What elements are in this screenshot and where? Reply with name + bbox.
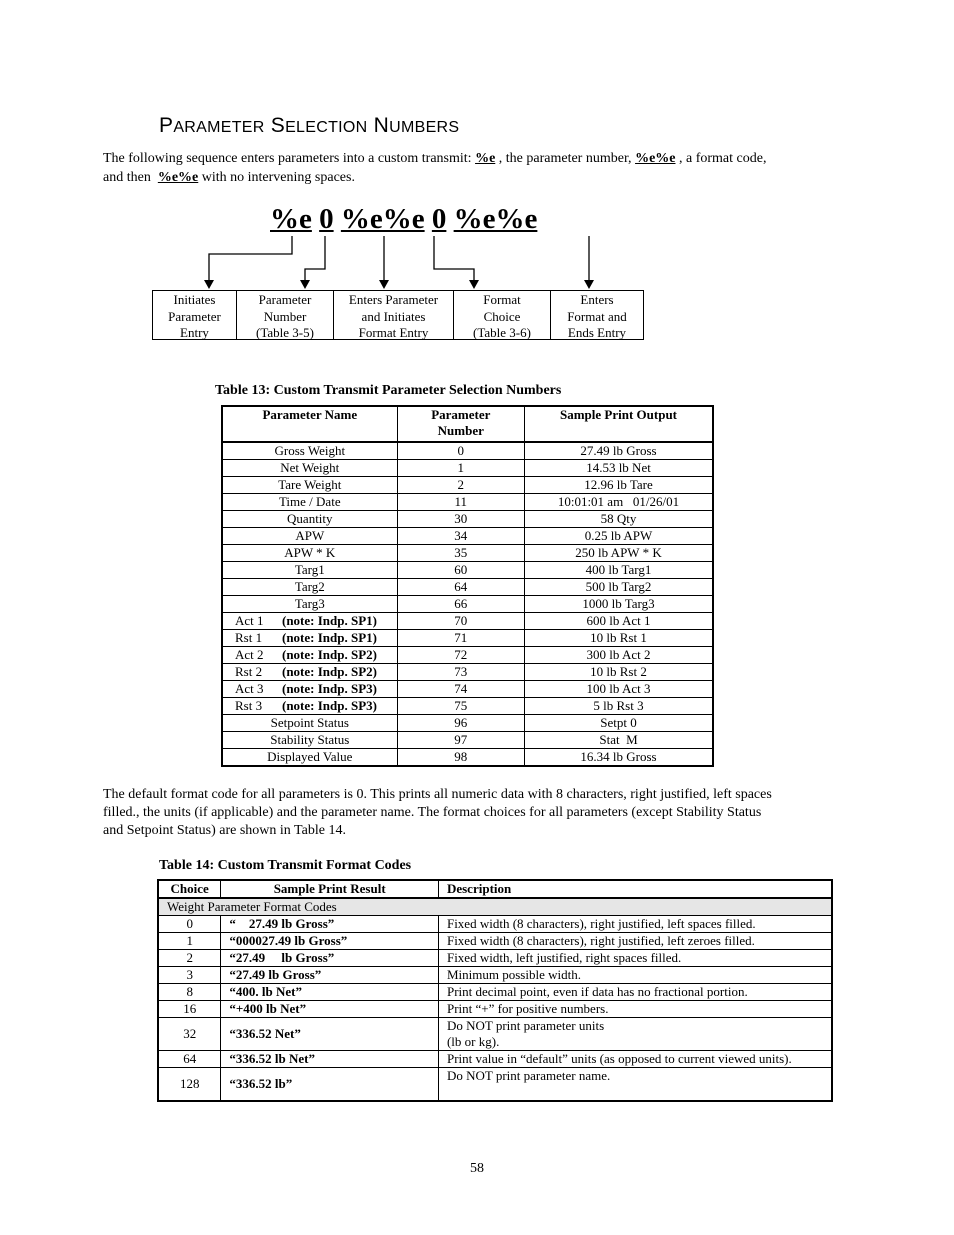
cell-parameter-name: APW * K: [222, 545, 397, 562]
param-note: (note: Indp. SP1): [282, 630, 377, 646]
table-row: [222, 477, 713, 494]
cell-parameter-name: Displayed Value: [222, 749, 397, 767]
seq-part-end: %e%e: [453, 203, 538, 235]
cell-choice: 1: [158, 933, 221, 950]
table14: [157, 879, 833, 1102]
seq-part-format: 0: [431, 203, 447, 235]
cell-sample-output: 5 lb Rst 3: [525, 698, 713, 715]
cell-choice: 3: [158, 967, 221, 984]
table-row: [222, 630, 713, 647]
intro-code: %e%e: [157, 170, 199, 185]
cell-parameter-name: Time / Date: [222, 494, 397, 511]
cell-sample-output: 250 lb APW * K: [525, 545, 713, 562]
box-line: Format and: [567, 308, 627, 324]
header-line: Parameter: [431, 407, 491, 422]
description-line: [447, 1084, 831, 1099]
heading-cap-p: P: [159, 114, 174, 137]
col-sample-output: Sample Print Output: [525, 406, 713, 442]
cell-description: Print “+” for positive numbers.: [438, 1001, 832, 1018]
param-note: (note: Indp. SP2): [282, 647, 377, 663]
box-line: Enters Parameter: [348, 292, 439, 307]
cell-parameter-name: Setpoint Status: [222, 715, 397, 732]
cell-choice: 16: [158, 1001, 221, 1018]
cell-parameter-number: 96: [397, 715, 524, 732]
cell-sample-output: 300 lb Act 2: [525, 647, 713, 664]
heading-rest-s: ELECTION: [285, 119, 368, 136]
box-enters-format: [550, 290, 644, 340]
table-row: [158, 1068, 832, 1102]
cell-description: [438, 1068, 832, 1102]
description-line: Do NOT print parameter name.: [446, 1068, 611, 1083]
cell-choice: 0: [158, 916, 221, 933]
cell-choice: 8: [158, 984, 221, 1001]
table-row: [158, 1051, 832, 1068]
table-row: [158, 933, 832, 950]
cell-choice: 32: [158, 1018, 221, 1051]
cell-sample-output: 14.53 lb Net: [525, 460, 713, 477]
cell-parameter-number: 35: [397, 545, 524, 562]
table-row: [222, 681, 713, 698]
cell-parameter-name: Quantity: [222, 511, 397, 528]
param-label: Rst 1: [235, 630, 263, 646]
cell-description: Fixed width (8 characters), right justified, left spaces filled.: [438, 916, 832, 933]
cell-parameter-number: 11: [397, 494, 524, 511]
box-line: Parameter: [168, 308, 221, 324]
box-line: Enters: [580, 292, 614, 307]
cell-sample-output: Stat M: [525, 732, 713, 749]
cell-parameter-name: Gross Weight: [222, 442, 397, 460]
cell-sample-output: 1000 lb Targ3: [525, 596, 713, 613]
cell-choice: 2: [158, 950, 221, 967]
table-row: [222, 664, 713, 681]
table-row: [222, 562, 713, 579]
cell-sample-output: 500 lb Targ2: [525, 579, 713, 596]
para2-line-1: The default format code for all parameters is 0. This prints all numeric data with 8 characters, right justified, left spaces: [103, 787, 772, 802]
box-line: Initiates: [173, 292, 216, 307]
cell-parameter-number: 97: [397, 732, 524, 749]
box-line: Format: [483, 292, 521, 307]
cell-sample-output: 10 lb Rst 1: [525, 630, 713, 647]
param-label: Rst 3: [235, 698, 263, 714]
intro-text: , the parameter number,: [495, 151, 636, 166]
col-choice: Choice: [158, 880, 221, 898]
table-row: [222, 579, 713, 596]
arrow-format: [434, 236, 474, 282]
table-row: [222, 596, 713, 613]
cell-sample-output: 10 lb Rst 2: [525, 664, 713, 681]
col-parameter-number: [397, 406, 524, 442]
table-row: [222, 698, 713, 715]
cell-sample-output: 10:01:01 am 01/26/01: [525, 494, 713, 511]
cell-parameter-number: 73: [397, 664, 524, 681]
cell-description: Print value in “default” units (as opposed to current viewed units).: [438, 1051, 832, 1068]
heading-cap-s: S: [270, 114, 286, 137]
table13: [221, 405, 714, 767]
param-note: (note: Indp. SP3): [282, 681, 377, 697]
table-row: [222, 647, 713, 664]
cell-sample-output: 400 lb Targ1: [525, 562, 713, 579]
heading-rest-p: ARAMETER: [173, 119, 265, 136]
cell-sample: “27.49 lb Gross”: [221, 950, 439, 967]
cell-parameter-number: 98: [397, 749, 524, 767]
arrowhead: [300, 280, 310, 289]
cell-parameter-number: 66: [397, 596, 524, 613]
cell-parameter-number: 60: [397, 562, 524, 579]
cell-parameter-number: 70: [397, 613, 524, 630]
cell-parameter-name: Targ3: [222, 596, 397, 613]
cell-parameter-name: Targ2: [222, 579, 397, 596]
cell-sample: “336.52 lb”: [221, 1068, 439, 1102]
table-row: [222, 732, 713, 749]
cell-parameter-number: 0: [397, 442, 524, 460]
cell-parameter-name: [222, 664, 397, 681]
cell-parameter-name: [222, 630, 397, 647]
table-row: [158, 916, 832, 933]
table-row: [222, 511, 713, 528]
cell-choice: 64: [158, 1051, 221, 1068]
box-initiates: [152, 290, 237, 340]
cell-choice: 128: [158, 1068, 221, 1102]
table-row: [158, 984, 832, 1001]
cell-parameter-number: 34: [397, 528, 524, 545]
table-row: [222, 613, 713, 630]
cell-sample-output: 27.49 lb Gross: [525, 442, 713, 460]
box-format-choice: [453, 290, 551, 340]
box-line: Number: [263, 308, 307, 324]
seq-part-enter: %e%e: [340, 203, 425, 235]
param-label: Act 1: [235, 613, 264, 629]
box-line: Format Entry: [358, 325, 429, 340]
intro-code: %e: [475, 151, 496, 166]
cell-sample: “400. lb Net”: [221, 984, 439, 1001]
table-row: [222, 528, 713, 545]
param-note: (note: Indp. SP2): [282, 664, 377, 680]
cell-sample-output: 0.25 lb APW: [525, 528, 713, 545]
description-line: Do NOT print parameter units: [446, 1018, 605, 1033]
cell-parameter-number: 72: [397, 647, 524, 664]
cell-parameter-number: 74: [397, 681, 524, 698]
cell-parameter-name: Stability Status: [222, 732, 397, 749]
seq-part-number: 0: [319, 203, 334, 235]
intro-text: with no intervening spaces.: [198, 170, 355, 185]
cell-sample: “000027.49 lb Gross”: [221, 933, 439, 950]
para2-line-3: and Setpoint Status) are shown in Table 14.: [103, 823, 346, 838]
arrow-number: [305, 236, 325, 282]
box-line: Choice: [483, 308, 521, 324]
cell-sample-output: 12.96 lb Tare: [525, 477, 713, 494]
cell-parameter-name: [222, 647, 397, 664]
arrowhead: [584, 280, 594, 289]
col-parameter-name: Parameter Name: [222, 406, 397, 442]
cell-sample: “336.52 lb Net”: [221, 1051, 439, 1068]
cell-description: [438, 1018, 832, 1051]
col-description: Description: [438, 880, 832, 898]
cell-parameter-name: Tare Weight: [222, 477, 397, 494]
col-sample: Sample Print Result: [221, 880, 439, 898]
arrow-initiate: [209, 236, 292, 282]
table-row: [222, 494, 713, 511]
table-row: [222, 749, 713, 767]
cell-sample-output: 100 lb Act 3: [525, 681, 713, 698]
table14-group-row: [158, 898, 832, 916]
box-line: (Table 3-6): [473, 325, 531, 340]
table-row: [222, 442, 713, 460]
intro-code: %e%e: [635, 151, 676, 166]
cell-sample-output: 600 lb Act 1: [525, 613, 713, 630]
cell-parameter-number: 64: [397, 579, 524, 596]
cell-sample-output: Setpt 0: [525, 715, 713, 732]
cell-parameter-name: Targ1: [222, 562, 397, 579]
cell-sample-output: 58 Qty: [525, 511, 713, 528]
cell-parameter-number: 75: [397, 698, 524, 715]
box-line: Ends Entry: [567, 325, 627, 340]
table14-header-row: [158, 880, 832, 898]
cell-parameter-name: [222, 681, 397, 698]
param-label: Act 3: [235, 681, 264, 697]
cell-description: Fixed width, left justified, right spaces filled.: [438, 950, 832, 967]
heading-rest-n: UMBERS: [389, 119, 460, 136]
table13-header-row: [222, 406, 713, 442]
box-line: and Initiates: [361, 308, 426, 324]
table-row: [222, 545, 713, 562]
description-line: (lb or kg).: [446, 1033, 500, 1049]
cell-parameter-number: 71: [397, 630, 524, 647]
cell-parameter-name: Net Weight: [222, 460, 397, 477]
param-note: (note: Indp. SP1): [282, 613, 377, 629]
cell-parameter-number: 2: [397, 477, 524, 494]
cell-sample: “ 27.49 lb Gross”: [221, 916, 439, 933]
arrowhead: [204, 280, 214, 289]
intro-text: The following sequence enters parameters into a custom transmit:: [103, 151, 476, 166]
arrowhead: [379, 280, 389, 289]
table-row: [158, 1001, 832, 1018]
cell-description: Minimum possible width.: [438, 967, 832, 984]
param-label: Act 2: [235, 647, 264, 663]
intro-text: and then: [103, 170, 158, 185]
table14-caption: Table 14: Custom Transmit Format Codes: [159, 858, 412, 873]
table-row: [222, 715, 713, 732]
box-line: Parameter: [258, 292, 312, 307]
table-row: [158, 1018, 832, 1051]
heading-cap-n: N: [373, 114, 390, 137]
cell-parameter-number: 1: [397, 460, 524, 477]
cell-description: Print decimal point, even if data has no fractional portion.: [438, 984, 832, 1001]
table-row: [158, 950, 832, 967]
cell-parameter-name: [222, 698, 397, 715]
table13-caption: Table 13: Custom Transmit Parameter Selection Numbers: [215, 383, 562, 398]
cell-sample: “336.52 Net”: [221, 1018, 439, 1051]
cell-description: Fixed width (8 characters), right justified, left zeroes filled.: [438, 933, 832, 950]
para2-line-2: filled., the units (if applicable) and the parameter name. The format choices for all parameters (except Stability Status: [103, 805, 762, 820]
param-note: (note: Indp. SP3): [282, 698, 377, 714]
page-number: 58: [470, 1161, 484, 1176]
cell-sample-output: 16.34 lb Gross: [525, 749, 713, 767]
cell-sample: “27.49 lb Gross”: [221, 967, 439, 984]
intro-text: , a format code,: [675, 151, 767, 166]
box-enters-parameter: [333, 290, 454, 340]
group-label: Weight Parameter Format Codes: [158, 898, 832, 916]
cell-parameter-name: APW: [222, 528, 397, 545]
cell-sample: “+400 lb Net”: [221, 1001, 439, 1018]
cell-parameter-number: 30: [397, 511, 524, 528]
seq-part-initiate: %e: [270, 203, 312, 235]
param-label: Rst 2: [235, 664, 263, 680]
table-row: [222, 460, 713, 477]
box-line: Entry: [180, 325, 209, 340]
arrowhead: [469, 280, 479, 289]
box-parameter-number: [236, 290, 334, 340]
table-row: [158, 967, 832, 984]
box-line: (Table 3-5): [256, 325, 314, 340]
cell-parameter-name: [222, 613, 397, 630]
header-line: Number: [437, 422, 484, 438]
